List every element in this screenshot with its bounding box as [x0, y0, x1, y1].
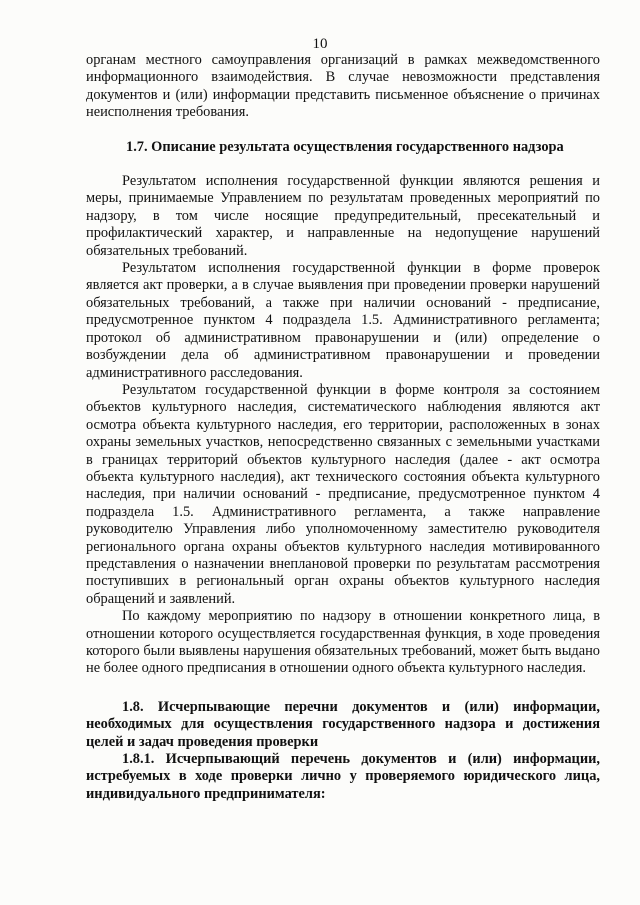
page-body [86, 52, 600, 803]
page-number: 10 [312, 36, 328, 52]
paragraph-result-control: Результатом государственной функции в форме контроля за состоянием объектов культурного наследия, систематического наблюдения являются акт осмотра объекта культурного наследия, его территории, расположенных в зонах охраны земельных участков, непосредственно связанных с земельными участками в границах территорий объектов культурного наследия (далее - акт осмотра объекта культурного наследия), акт технического состояния объекта культурного наследия, при наличии оснований - предписание, предусмотренное пунктом 4 подраздела 1.5. Административного регламента, а также направление руководителю Управления либо уполномоченному заместителю руководителя регионального органа охраны объектов культурного наследия мотивированного представления о назначении внеплановой проверки по результатам рассмотрения поступивших в региональный орган охраны объектов культурного наследия обращений и заявлений. [86, 381, 600, 607]
paragraph-result-decisions: Результатом исполнения государственной функции являются решения и меры, принимаемые Управлением по результатам проведенных мероприятий по надзору, в том числе носящие предупредительный, пресекательный и профилактический характер, и направленные на недопущение нарушений обязательных требований. [86, 173, 600, 259]
section-heading-1-7: 1.7. Описание результата осуществления государственного надзора [126, 138, 564, 155]
paragraph-result-inspections: Результатом исполнения государственной функции в форме проверок является акт проверки, а в случае выявления при проведении проверки нарушений обязательных требований, а также при наличии оснований - предписание, предусмотренное пунктом 4 подраздела 1.5. Административного регламента; протокол об административном правонарушении и (или) определение о возбуждении дела об административном правонарушении и проведении административного расследования. [86, 260, 600, 381]
paragraph-continuation: органам местного самоуправления организаций в рамках межведомственного информационного взаимодействия. В случае невозможности представления документов и (или) информации представить письменное объяснение о причинах неисполнения требования. [86, 52, 600, 121]
paragraph-one-prescription: По каждому мероприятию по надзору в отношении конкретного лица, в отношении которого осуществляется государственная функция, в ходе проведения которого были выявлены нарушения обязательных требований, может быть выдано не более одного предписания в отношении одного объекта культурного наследия. [86, 608, 600, 677]
subsection-heading-1-8-1: 1.8.1. Исчерпывающий перечень документов и (или) информации, истребуемых в ходе проверки лично у проверяемого юридического лица, индивидуального предпринимателя: [86, 751, 600, 802]
section-heading-1-8: 1.8. Исчерпывающие перечни документов и (или) информации, необходимых для осуществления государственного надзора и достижения целей и задач проведения проверки [86, 698, 600, 750]
